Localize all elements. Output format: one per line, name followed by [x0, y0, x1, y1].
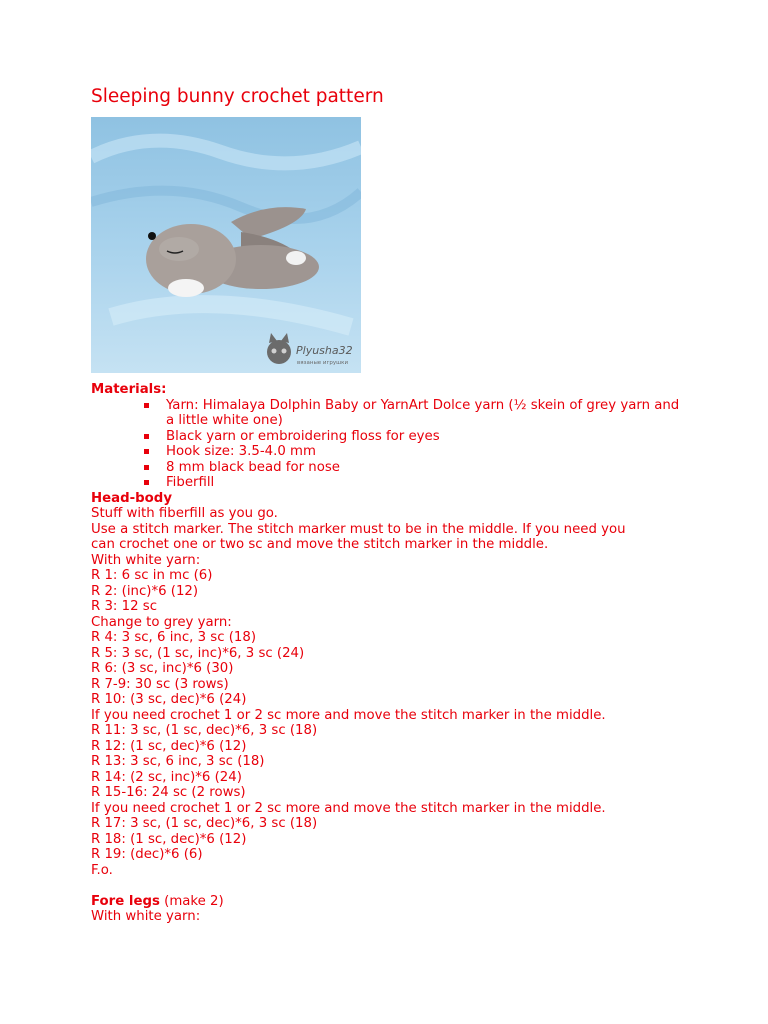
- instruction-line: R 14: (2 sc, inc)*6 (24): [91, 769, 242, 785]
- instruction-line: R 10: (3 sc, dec)*6 (24): [91, 692, 247, 707]
- bunny-illustration: [91, 117, 361, 373]
- instruction-line: Change to grey yarn:: [91, 614, 232, 630]
- fore-legs-heading: Fore legs: [91, 893, 160, 909]
- materials-item: 8 mm black bead for nose: [166, 460, 681, 476]
- instruction-line: Stuff with fiberfill as you go.: [91, 506, 278, 521]
- blank-line: [91, 878, 681, 894]
- instruction-line: R 7-9: 30 sc (3 rows): [91, 676, 229, 692]
- materials-item: Fiberfill: [166, 475, 681, 491]
- instruction-line: F.o.: [91, 862, 113, 878]
- instruction-line: R 2: (inc)*6 (12): [91, 583, 199, 599]
- instruction-line: R 17: 3 sc, (1 sc, dec)*6, 3 sc (18): [91, 816, 318, 831]
- instruction-line: If you need crochet 1 or 2 sc more and move the stitch marker in the middle.: [91, 800, 606, 816]
- instruction-line: If you need crochet 1 or 2 sc more and move the stitch marker in the middle.: [91, 707, 606, 723]
- materials-item: Yarn: Himalaya Dolphin Baby or YarnArt Dolce yarn (½ skein of grey yarn and a little white one): [166, 397, 680, 428]
- instruction-line: With white yarn:: [91, 552, 201, 568]
- instruction-line: R 6: (3 sc, inc)*6 (30): [91, 661, 234, 676]
- instruction-line: R 13: 3 sc, 6 inc, 3 sc (18): [91, 754, 265, 769]
- instruction-line: With white yarn:: [91, 909, 201, 924]
- materials-heading: Materials:: [91, 382, 167, 397]
- instruction-line: R 12: (1 sc, dec)*6 (12): [91, 738, 247, 754]
- instruction-line: R 4: 3 sc, 6 inc, 3 sc (18): [91, 630, 257, 645]
- instruction-line: R 1: 6 sc in mc (6): [91, 568, 213, 583]
- instruction-line: R 11: 3 sc, (1 sc, dec)*6, 3 sc (18): [91, 723, 318, 738]
- materials-list: [91, 398, 681, 491]
- watermark-name: Plyusha32: [296, 344, 353, 357]
- page-title: Sleeping bunny crochet pattern: [91, 86, 384, 107]
- instruction-line: Use a stitch marker. The stitch marker must to be in the middle. If you need you: [91, 521, 626, 537]
- materials-item: Black yarn or embroidering floss for eyes: [166, 429, 681, 445]
- fore-legs-header: [91, 894, 681, 910]
- instruction-line: can crochet one or two sc and move the stitch marker in the middle.: [91, 537, 549, 552]
- instruction-line: R 18: (1 sc, dec)*6 (12): [91, 831, 247, 847]
- head-body-heading: Head-body: [91, 490, 172, 506]
- pattern-text: [91, 382, 681, 925]
- materials-item: Hook size: 3.5-4.0 mm: [166, 444, 681, 460]
- instruction-line: R 15-16: 24 sc (2 rows): [91, 785, 246, 800]
- instruction-line: R 3: 12 sc: [91, 599, 158, 614]
- bunny-photo: [91, 117, 361, 373]
- instruction-line: R 5: 3 sc, (1 sc, inc)*6, 3 sc (24): [91, 645, 305, 661]
- watermark-subtitle: вязаные игрушки: [297, 360, 349, 366]
- instruction-line: R 19: (dec)*6 (6): [91, 847, 203, 862]
- fore-legs-note: (make 2): [159, 893, 224, 909]
